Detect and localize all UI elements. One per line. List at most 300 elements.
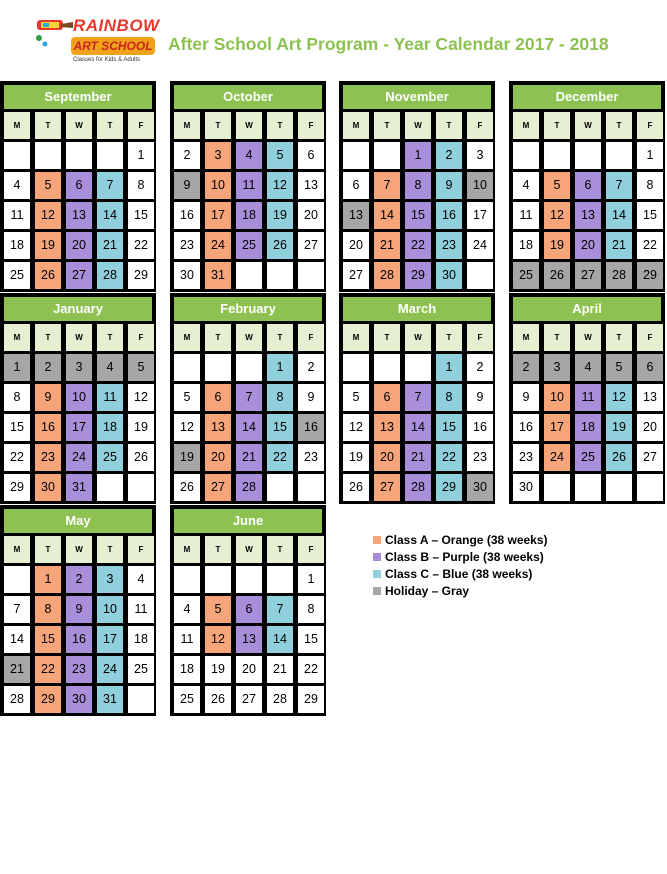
day-cell: 17: [97, 626, 123, 653]
paintbrush-icon: [33, 10, 73, 50]
page-header: [0, 0, 667, 80]
day-cell: 14: [236, 414, 262, 441]
day-cell: 24: [66, 444, 92, 471]
day-cell: [128, 686, 154, 713]
day-cell: 22: [4, 444, 30, 471]
day-cell: [128, 474, 154, 501]
day-cell: 20: [236, 656, 262, 683]
day-cell: 1: [128, 142, 154, 169]
day-cell: 6: [205, 384, 231, 411]
day-cell: 22: [35, 656, 61, 683]
weekday-header: T: [374, 112, 400, 139]
day-cell: 14: [267, 626, 293, 653]
day-cell: 6: [575, 172, 601, 199]
day-cell: 23: [436, 232, 462, 259]
legend-item: [373, 583, 548, 600]
day-cell: 13: [66, 202, 92, 229]
month-title: January: [4, 297, 152, 321]
day-cell: 25: [97, 444, 123, 471]
day-cell: 4: [513, 172, 539, 199]
weekday-header: W: [405, 112, 431, 139]
day-cell: 27: [575, 262, 601, 289]
day-cell: 10: [66, 384, 92, 411]
day-cell: 26: [128, 444, 154, 471]
day-cell: 5: [128, 354, 154, 381]
day-cell: [544, 474, 570, 501]
day-cell: 1: [4, 354, 30, 381]
day-cell: 13: [575, 202, 601, 229]
day-cell: [374, 354, 400, 381]
month-may: [0, 505, 156, 716]
weekday-header: W: [236, 536, 262, 563]
day-cell: 13: [374, 414, 400, 441]
weekday-header: F: [467, 324, 493, 351]
weekday-header: W: [66, 536, 92, 563]
day-cell: 19: [205, 656, 231, 683]
day-cell: 4: [575, 354, 601, 381]
month-december: [509, 81, 665, 292]
day-cell: 6: [298, 142, 324, 169]
legend-swatch: [373, 536, 381, 544]
day-cell: 13: [205, 414, 231, 441]
day-cell: 9: [66, 596, 92, 623]
weekday-header: M: [174, 536, 200, 563]
day-cell: 30: [66, 686, 92, 713]
day-cell: 1: [35, 566, 61, 593]
weekday-header: T: [436, 112, 462, 139]
day-cell: 19: [544, 232, 570, 259]
day-cell: 9: [35, 384, 61, 411]
day-cell: 2: [35, 354, 61, 381]
day-cell: 29: [4, 474, 30, 501]
day-cell: 27: [374, 474, 400, 501]
month-october: [170, 81, 326, 292]
day-cell: 12: [205, 626, 231, 653]
day-cell: 22: [436, 444, 462, 471]
day-cell: 22: [128, 232, 154, 259]
day-cell: 5: [267, 142, 293, 169]
day-cell: 2: [513, 354, 539, 381]
weekday-header: M: [174, 324, 200, 351]
day-cell: 7: [405, 384, 431, 411]
day-cell: [174, 354, 200, 381]
day-cell: 18: [174, 656, 200, 683]
day-cell: [298, 262, 324, 289]
day-cell: [575, 142, 601, 169]
day-cell: 11: [236, 172, 262, 199]
day-cell: 28: [4, 686, 30, 713]
day-cell: 4: [128, 566, 154, 593]
day-cell: [267, 474, 293, 501]
day-cell: 25: [4, 262, 30, 289]
day-cell: 20: [298, 202, 324, 229]
day-cell: 9: [513, 384, 539, 411]
day-cell: 29: [298, 686, 324, 713]
day-cell: [575, 474, 601, 501]
day-cell: 15: [4, 414, 30, 441]
day-cell: 26: [606, 444, 632, 471]
logo-tagline: Classes for Kids & Adults: [73, 57, 141, 63]
day-cell: 24: [467, 232, 493, 259]
day-cell: 7: [606, 172, 632, 199]
day-cell: 22: [637, 232, 663, 259]
day-cell: 31: [97, 686, 123, 713]
day-cell: 14: [97, 202, 123, 229]
day-cell: 12: [174, 414, 200, 441]
day-cell: 9: [436, 172, 462, 199]
day-cell: 11: [97, 384, 123, 411]
day-cell: 30: [174, 262, 200, 289]
rainbow-art-school-logo: [33, 10, 163, 72]
month-march: [339, 293, 495, 504]
weekday-header: T: [436, 324, 462, 351]
day-cell: 16: [66, 626, 92, 653]
day-cell: [298, 474, 324, 501]
day-cell: 1: [298, 566, 324, 593]
day-cell: 10: [467, 172, 493, 199]
day-cell: [606, 142, 632, 169]
day-cell: 29: [436, 474, 462, 501]
day-cell: [174, 566, 200, 593]
day-cell: 1: [405, 142, 431, 169]
day-cell: 28: [405, 474, 431, 501]
day-cell: 10: [97, 596, 123, 623]
legend-swatch: [373, 570, 381, 578]
day-cell: 20: [637, 414, 663, 441]
day-cell: 28: [606, 262, 632, 289]
day-cell: 22: [405, 232, 431, 259]
day-cell: 19: [35, 232, 61, 259]
weekday-header: T: [606, 112, 632, 139]
day-cell: 17: [205, 202, 231, 229]
legend-item: [373, 532, 548, 549]
day-cell: 7: [236, 384, 262, 411]
month-title: May: [4, 509, 152, 533]
weekday-header: T: [544, 324, 570, 351]
day-cell: 8: [4, 384, 30, 411]
day-cell: 12: [544, 202, 570, 229]
day-cell: 26: [174, 474, 200, 501]
day-cell: 6: [66, 172, 92, 199]
day-cell: 9: [298, 384, 324, 411]
weekday-header: F: [298, 536, 324, 563]
day-cell: 11: [4, 202, 30, 229]
day-cell: 11: [513, 202, 539, 229]
month-title: December: [513, 85, 661, 109]
day-cell: 26: [267, 232, 293, 259]
weekday-header: F: [467, 112, 493, 139]
day-cell: 5: [174, 384, 200, 411]
month-january: [0, 293, 156, 504]
day-cell: 21: [267, 656, 293, 683]
weekday-header: T: [35, 324, 61, 351]
day-cell: [544, 142, 570, 169]
weekday-header: M: [4, 112, 30, 139]
day-cell: 5: [544, 172, 570, 199]
day-cell: 29: [637, 262, 663, 289]
weekday-header: W: [405, 324, 431, 351]
legend-label: Holiday – Gray: [385, 584, 470, 598]
day-cell: 7: [267, 596, 293, 623]
day-cell: [205, 566, 231, 593]
day-cell: 18: [97, 414, 123, 441]
day-cell: [236, 262, 262, 289]
day-cell: 1: [637, 142, 663, 169]
day-cell: 4: [236, 142, 262, 169]
day-cell: 8: [35, 596, 61, 623]
day-cell: 15: [436, 414, 462, 441]
day-cell: 8: [436, 384, 462, 411]
day-cell: [374, 142, 400, 169]
day-cell: 15: [267, 414, 293, 441]
logo-rainbow-text: RAINBOW: [73, 16, 160, 35]
day-cell: 27: [66, 262, 92, 289]
day-cell: 2: [298, 354, 324, 381]
day-cell: 21: [4, 656, 30, 683]
day-cell: 29: [405, 262, 431, 289]
day-cell: 17: [467, 202, 493, 229]
month-title: October: [174, 85, 322, 109]
day-cell: 30: [467, 474, 493, 501]
day-cell: 7: [4, 596, 30, 623]
day-cell: 2: [436, 142, 462, 169]
logo-art-school-text: ART SCHOOL: [71, 37, 155, 55]
day-cell: [343, 142, 369, 169]
day-cell: 30: [436, 262, 462, 289]
day-cell: 30: [513, 474, 539, 501]
day-cell: 7: [374, 172, 400, 199]
weekday-header: M: [343, 112, 369, 139]
day-cell: 19: [174, 444, 200, 471]
day-cell: 20: [575, 232, 601, 259]
day-cell: 28: [97, 262, 123, 289]
day-cell: 31: [205, 262, 231, 289]
day-cell: 25: [236, 232, 262, 259]
day-cell: 25: [575, 444, 601, 471]
day-cell: 8: [298, 596, 324, 623]
page-title: After School Art Program - Year Calendar 2017 - 2018: [168, 34, 609, 54]
legend: [373, 532, 548, 600]
day-cell: 12: [267, 172, 293, 199]
day-cell: 18: [575, 414, 601, 441]
month-june: [170, 505, 326, 716]
weekday-header: F: [298, 324, 324, 351]
month-title: June: [174, 509, 322, 533]
day-cell: 23: [174, 232, 200, 259]
day-cell: 27: [637, 444, 663, 471]
day-cell: 11: [575, 384, 601, 411]
day-cell: [35, 142, 61, 169]
day-cell: 8: [267, 384, 293, 411]
day-cell: 6: [637, 354, 663, 381]
day-cell: 16: [513, 414, 539, 441]
weekday-header: F: [637, 324, 663, 351]
day-cell: 20: [374, 444, 400, 471]
day-cell: 26: [35, 262, 61, 289]
month-title: September: [4, 85, 152, 109]
weekday-header: T: [267, 536, 293, 563]
weekday-header: T: [374, 324, 400, 351]
weekday-header: M: [343, 324, 369, 351]
month-april: [509, 293, 665, 504]
day-cell: 10: [205, 172, 231, 199]
day-cell: 18: [4, 232, 30, 259]
weekday-header: T: [205, 112, 231, 139]
day-cell: 31: [66, 474, 92, 501]
day-cell: 20: [205, 444, 231, 471]
day-cell: 22: [298, 656, 324, 683]
day-cell: 20: [66, 232, 92, 259]
weekday-header: M: [513, 112, 539, 139]
day-cell: 4: [97, 354, 123, 381]
day-cell: 19: [267, 202, 293, 229]
day-cell: 13: [343, 202, 369, 229]
day-cell: 9: [467, 384, 493, 411]
weekday-header: W: [575, 112, 601, 139]
day-cell: 28: [267, 686, 293, 713]
day-cell: 4: [174, 596, 200, 623]
day-cell: 13: [298, 172, 324, 199]
day-cell: 8: [128, 172, 154, 199]
day-cell: 2: [467, 354, 493, 381]
weekday-header: W: [236, 324, 262, 351]
day-cell: [66, 142, 92, 169]
weekday-header: F: [637, 112, 663, 139]
weekday-header: T: [606, 324, 632, 351]
day-cell: [267, 262, 293, 289]
day-cell: 21: [97, 232, 123, 259]
legend-item: [373, 566, 548, 583]
day-cell: 15: [128, 202, 154, 229]
legend-swatch: [373, 587, 381, 595]
weekday-header: M: [513, 324, 539, 351]
day-cell: 26: [343, 474, 369, 501]
day-cell: 5: [205, 596, 231, 623]
day-cell: 27: [343, 262, 369, 289]
day-cell: 22: [267, 444, 293, 471]
weekday-header: T: [267, 112, 293, 139]
day-cell: 25: [174, 686, 200, 713]
day-cell: [205, 354, 231, 381]
weekday-header: F: [128, 324, 154, 351]
day-cell: 14: [405, 414, 431, 441]
day-cell: 28: [236, 474, 262, 501]
weekday-header: M: [4, 324, 30, 351]
legend-label: Class C – Blue (38 weeks): [385, 567, 533, 581]
day-cell: 19: [606, 414, 632, 441]
day-cell: [606, 474, 632, 501]
day-cell: 14: [4, 626, 30, 653]
legend-item: [373, 549, 548, 566]
weekday-header: T: [267, 324, 293, 351]
weekday-header: T: [35, 536, 61, 563]
weekday-header: T: [97, 536, 123, 563]
day-cell: 2: [66, 566, 92, 593]
legend-label: Class A – Orange (38 weeks): [385, 533, 548, 547]
weekday-header: W: [575, 324, 601, 351]
day-cell: 25: [513, 262, 539, 289]
day-cell: [513, 142, 539, 169]
day-cell: [236, 354, 262, 381]
day-cell: 1: [436, 354, 462, 381]
weekday-header: T: [97, 324, 123, 351]
month-title: April: [513, 297, 661, 321]
weekday-header: F: [128, 112, 154, 139]
day-cell: 16: [35, 414, 61, 441]
month-title: November: [343, 85, 491, 109]
day-cell: 2: [174, 142, 200, 169]
weekday-header: F: [298, 112, 324, 139]
day-cell: 18: [236, 202, 262, 229]
weekday-header: T: [205, 324, 231, 351]
day-cell: 18: [128, 626, 154, 653]
day-cell: 15: [637, 202, 663, 229]
day-cell: 17: [544, 414, 570, 441]
day-cell: 11: [174, 626, 200, 653]
month-september: [0, 81, 156, 292]
day-cell: 29: [128, 262, 154, 289]
day-cell: 5: [606, 354, 632, 381]
weekday-header: M: [174, 112, 200, 139]
day-cell: 27: [298, 232, 324, 259]
day-cell: 16: [174, 202, 200, 229]
day-cell: 24: [544, 444, 570, 471]
day-cell: 3: [467, 142, 493, 169]
day-cell: [405, 354, 431, 381]
day-cell: [637, 474, 663, 501]
day-cell: 27: [236, 686, 262, 713]
day-cell: 14: [606, 202, 632, 229]
day-cell: [267, 566, 293, 593]
day-cell: 23: [66, 656, 92, 683]
day-cell: 27: [205, 474, 231, 501]
day-cell: [467, 262, 493, 289]
day-cell: 13: [236, 626, 262, 653]
day-cell: 16: [436, 202, 462, 229]
day-cell: 15: [35, 626, 61, 653]
day-cell: 26: [544, 262, 570, 289]
day-cell: 14: [374, 202, 400, 229]
day-cell: 26: [205, 686, 231, 713]
month-february: [170, 293, 326, 504]
day-cell: 6: [374, 384, 400, 411]
day-cell: 18: [513, 232, 539, 259]
day-cell: 12: [343, 414, 369, 441]
day-cell: 16: [467, 414, 493, 441]
weekday-header: T: [35, 112, 61, 139]
day-cell: 3: [544, 354, 570, 381]
day-cell: 21: [236, 444, 262, 471]
day-cell: 3: [97, 566, 123, 593]
day-cell: 24: [97, 656, 123, 683]
day-cell: 13: [637, 384, 663, 411]
month-title: March: [343, 297, 491, 321]
weekday-header: T: [544, 112, 570, 139]
day-cell: 23: [298, 444, 324, 471]
weekday-header: T: [205, 536, 231, 563]
day-cell: 3: [66, 354, 92, 381]
day-cell: 7: [97, 172, 123, 199]
weekday-header: W: [66, 324, 92, 351]
day-cell: [236, 566, 262, 593]
day-cell: 1: [267, 354, 293, 381]
day-cell: 12: [606, 384, 632, 411]
weekday-header: W: [236, 112, 262, 139]
weekday-header: M: [4, 536, 30, 563]
month-title: February: [174, 297, 322, 321]
day-cell: 28: [374, 262, 400, 289]
day-cell: 25: [128, 656, 154, 683]
